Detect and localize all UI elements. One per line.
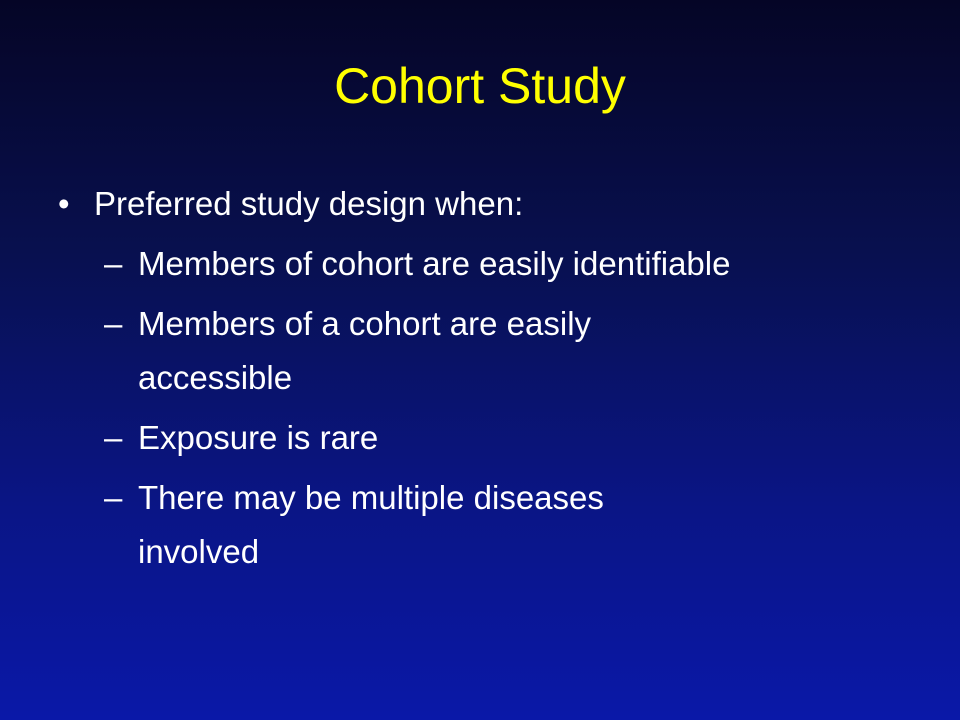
dash-icon: – [104,245,123,282]
dash-icon: – [104,305,123,342]
sub-item-1-text: Members of cohort are easily identifiable [138,245,731,282]
dash-icon: – [104,479,123,516]
main-bullet-text: Preferred study design when: [94,185,524,222]
dash-icon: – [104,419,123,456]
sub-item-3-text: Exposure is rare [138,419,379,456]
slide-title: Cohort Study [334,58,626,114]
sub-item-2-text-line1: Members of a cohort are easily [138,305,592,342]
sub-item-4-text-line2: involved [138,533,260,570]
sub-item-2-text-line2: accessible [138,359,293,396]
bullet-dot-icon: • [58,185,70,222]
sub-item-4-text-line1: There may be multiple diseases [138,479,604,516]
